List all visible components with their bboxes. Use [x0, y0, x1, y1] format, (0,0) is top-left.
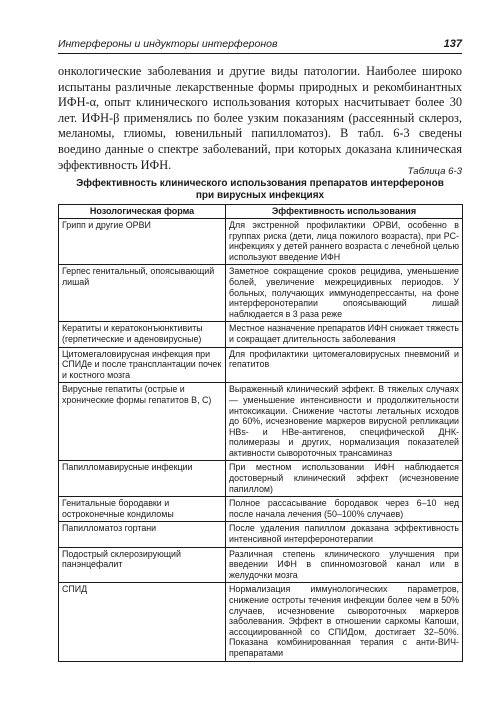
efficacy-cell: Нормализация иммунологических параметров, снижение остроты течения инфекции более чем в 50% случаев, исчезновение сывороточных маркеров заболевания. Эффект в отношении саркомы Капоши, ассоциированной со СПИДом, достигает 32–50%. Показана комбинированная терапия с анти-ВИЧ-препаратами — [226, 583, 463, 661]
table-row — [59, 497, 463, 522]
nosology-cell: Папилломатоз гортани — [59, 522, 226, 547]
table-row — [59, 583, 463, 661]
nosology-cell: СПИД — [59, 583, 226, 661]
column-header-nosology: Нозологическая форма — [59, 205, 226, 219]
table-row — [59, 461, 463, 497]
running-header — [58, 38, 462, 54]
efficacy-cell: При местном использовании ИФН наблюдается достоверный клинический эффект (исчезновение папиллом) — [226, 461, 463, 497]
table-caption — [58, 178, 462, 202]
body-paragraph: онкологические заболевания и другие виды патологии. Наиболее широко испытаны различные лекарственные формы природных и рекомбинантных ИФН-α, опыт клинического использования которых насчитывает более 30 лет. ИФН-β применялись по более узким показаниям (рассеянный склероз, меланомы, глиомы, ювенильный папилломатоз). В табл. 6-3 сведены воедино данные о спектре заболеваний, при которых доказана клиническая эффективность ИФН. — [58, 64, 462, 172]
table-row — [59, 347, 463, 383]
page-number: 137 — [443, 38, 462, 50]
table-header-row — [59, 205, 463, 219]
nosology-cell: Кератиты и кератоконъюнктивиты (герпетические и аденовирусные) — [59, 322, 226, 347]
table-caption-line: Эффективность клинического использования препаратов интерферонов — [76, 178, 444, 189]
column-header-efficacy: Эффективность использования — [226, 205, 463, 219]
nosology-cell: Папилломавирусные инфекции — [59, 461, 226, 497]
table-row — [59, 322, 463, 347]
table-row — [59, 265, 463, 322]
nosology-cell: Подострый склерозирующий панэнцефалит — [59, 547, 226, 583]
nosology-cell: Вирусные гепатиты (острые и хронические формы гепатитов В, С) — [59, 383, 226, 461]
nosology-cell: Герпес генитальный, опоясывающий лишай — [59, 265, 226, 322]
efficacy-cell: Различная степень клинического улучшения при введении ИФН в спинномозговой канал или в желудочки мозга — [226, 547, 463, 583]
efficacy-cell: Выраженный клинический эффект. В тяжелых случаях — уменьшение интенсивности и продолжительности интоксикации. Снижение частоты летальных исходов до 60%, исчезновение маркеров вирусной репликации HBs- и HBe-антигенов, специфической ДНК-полимеразы и других, нормализация показателей активности сывороточных трансаминаз — [226, 383, 463, 461]
efficacy-cell: Полное рассасывание бородавок через 6–10 нед после начала лечения (50–100% случаев) — [226, 497, 463, 522]
table-row — [59, 522, 463, 547]
table-row — [59, 383, 463, 461]
nosology-cell: Генитальные бородавки и остроконечные кондиломы — [59, 497, 226, 522]
table-row — [59, 547, 463, 583]
efficacy-cell: После удаления папиллом доказана эффективность интенсивной интерферонотерапии — [226, 522, 463, 547]
table-label: Таблица 6-3 — [407, 166, 462, 177]
table-row — [59, 219, 463, 265]
efficacy-cell: Местное назначение препаратов ИФН снижает тяжесть и сокращает длительность заболевания — [226, 322, 463, 347]
efficacy-cell: Для экстренной профилактики ОРВИ, особенно в группах риска (дети, лица пожилого возраста), при РС-инфекциях у детей раннего возраста с лечебной целью используют введение ИФН — [226, 219, 463, 265]
efficacy-cell: Для профилактики цитомегаловирусных пневмоний и гепатитов — [226, 347, 463, 383]
running-title: Интерфероны и индукторы интерферонов — [58, 38, 278, 50]
nosology-cell: Цитомегаловирусная инфекция при СПИДе и после трансплантации почек и костного мозга — [59, 347, 226, 383]
efficacy-cell: Заметное сокращение сроков рецидива, уменьшение болей, увеличение межрецидивных периодов. У больных, получающих иммунодепрессанты, на фоне интерферонотерапии опоясывающий лишай наблюдается в 3 раза реже — [226, 265, 463, 322]
table-caption-line: при вирусных инфекциях — [195, 190, 325, 201]
nosology-cell: Грипп и другие ОРВИ — [59, 219, 226, 265]
efficacy-table — [58, 204, 463, 662]
